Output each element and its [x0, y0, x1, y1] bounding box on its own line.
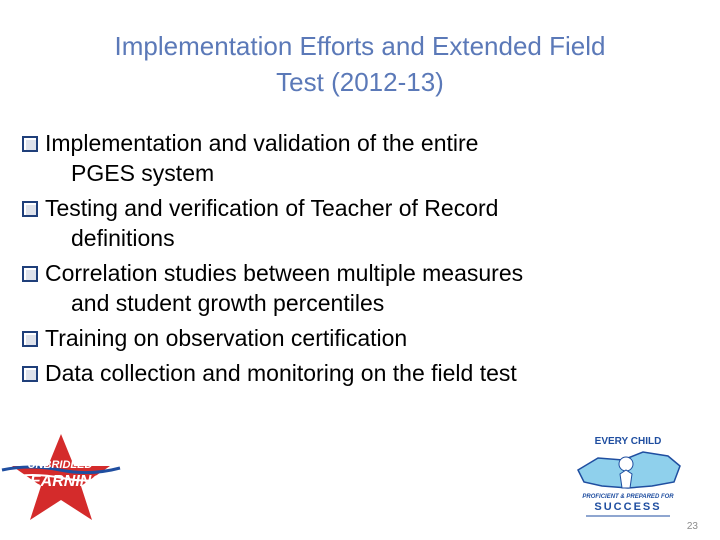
bullet-text-line: Testing and verification of Teacher of Record [45, 195, 499, 221]
every-child-proficient-logo [568, 430, 688, 522]
page-number: 23 [686, 521, 698, 532]
bullet-item [22, 193, 702, 253]
bullet-item [22, 323, 702, 353]
bullet-text-line: Training on observation certification [45, 325, 408, 351]
checkbox-bullet-icon [22, 266, 38, 282]
slide-title [40, 28, 680, 100]
bullet-text-line: and student growth percentiles [71, 290, 385, 316]
bullet-item [22, 258, 702, 318]
bullet-text-line: Correlation studies between multiple measures [45, 260, 524, 286]
logo-right-text-bottom: SUCCESS [594, 501, 662, 513]
bullet-text-line: Implementation and validation of the entire [45, 130, 479, 156]
slide-title-line-1: Implementation Efforts and Extended Field [114, 31, 606, 61]
bullet-list [22, 128, 702, 393]
checkbox-bullet-icon [22, 136, 38, 152]
checkbox-bullet-icon [22, 331, 38, 347]
bullet-item [22, 358, 702, 388]
checkbox-bullet-icon [22, 201, 38, 217]
logo-right-text-top: EVERY CHILD [594, 436, 662, 447]
unbridled-learning-star-logo [0, 430, 122, 526]
bullet-text-line: Data collection and monitoring on the field test [45, 360, 517, 386]
logo-left-text-top: UNBRIDLED [27, 459, 93, 471]
bullet-text-line: definitions [71, 225, 175, 251]
checkbox-bullet-icon [22, 366, 38, 382]
slide-title-line-2: Test (2012-13) [276, 67, 444, 97]
bullet-item [22, 128, 702, 188]
bullet-text-line: PGES system [71, 160, 215, 186]
logo-left-text-bottom: LEARNING [20, 473, 104, 490]
logo-right-text-mid: PROFICIENT & PREPARED FOR [582, 494, 674, 500]
